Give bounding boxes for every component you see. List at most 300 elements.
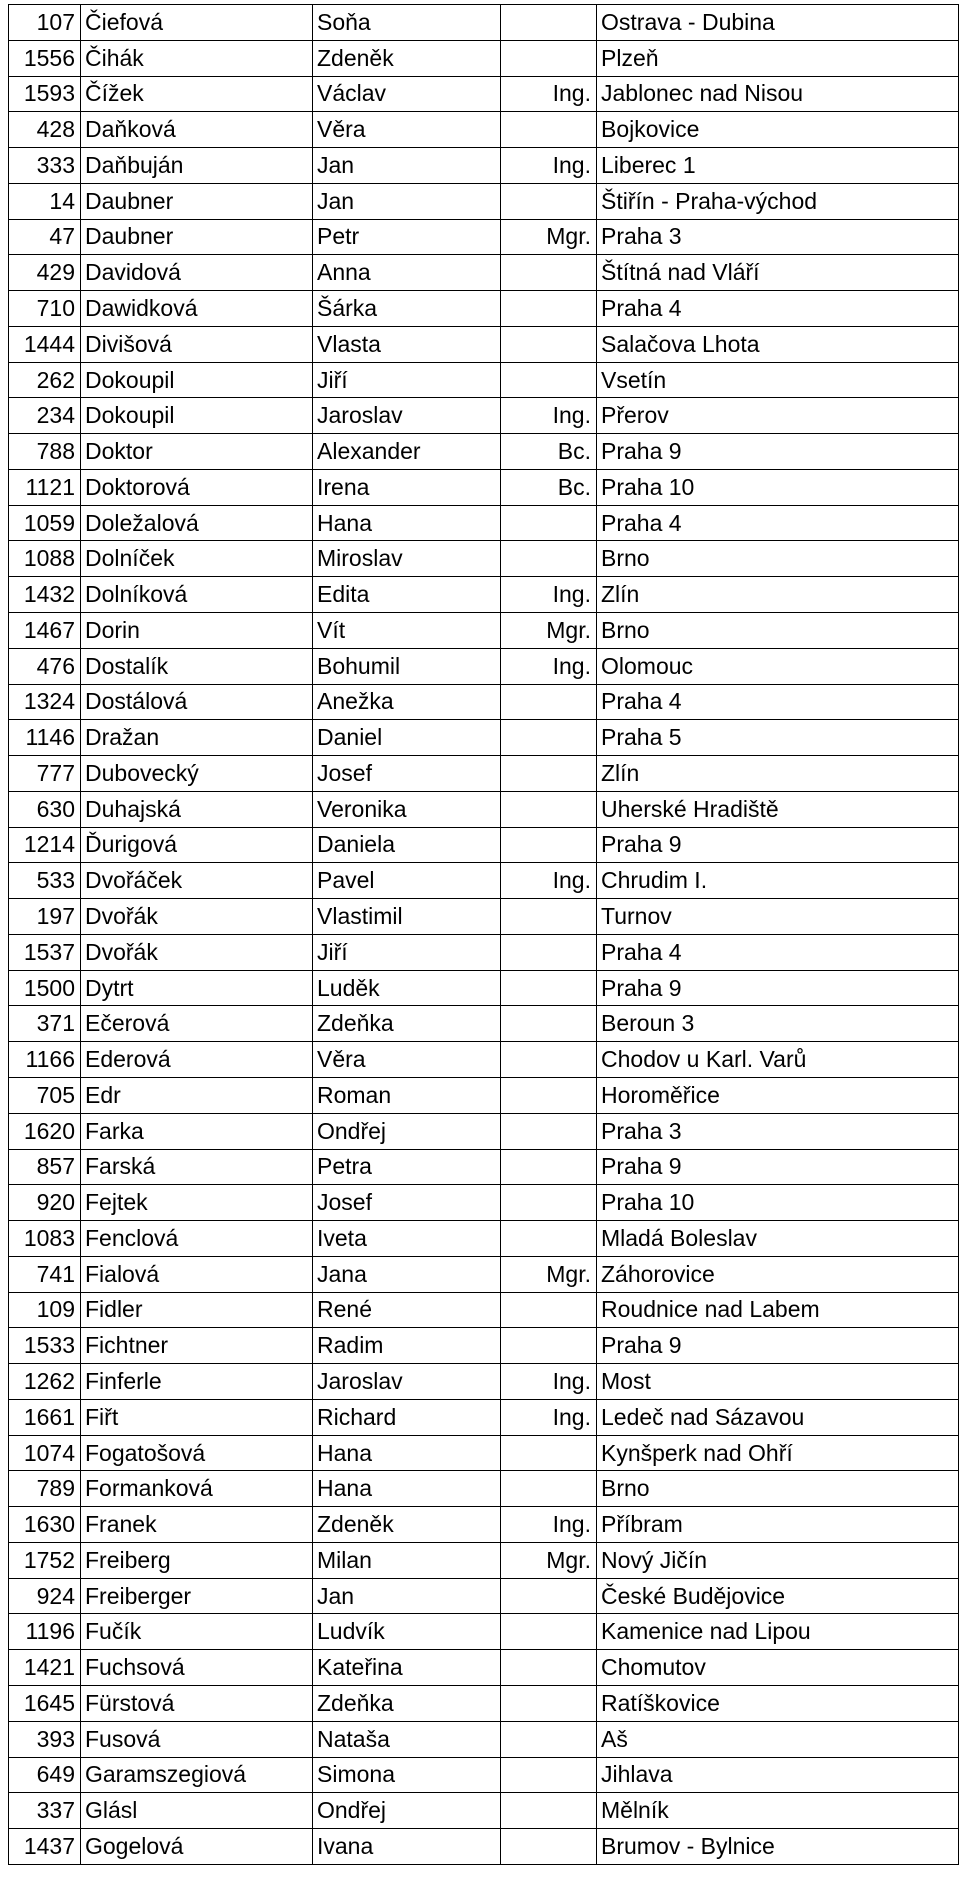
first-name-cell: Josef xyxy=(313,1185,501,1221)
surname-cell: Dolníček xyxy=(81,541,313,577)
first-name-cell: Radim xyxy=(313,1328,501,1364)
surname-cell: Daňková xyxy=(81,112,313,148)
first-name-cell: Hana xyxy=(313,505,501,541)
first-name-cell: Kateřina xyxy=(313,1650,501,1686)
title-cell: Ing. xyxy=(501,148,597,184)
city-cell: Praha 9 xyxy=(597,1328,959,1364)
city-cell: Praha 4 xyxy=(597,505,959,541)
row-number-cell: 857 xyxy=(9,1149,81,1185)
row-number-cell: 630 xyxy=(9,791,81,827)
city-cell: Mělník xyxy=(597,1793,959,1829)
title-cell xyxy=(501,899,597,935)
table-row xyxy=(9,1185,959,1221)
table-row xyxy=(9,1507,959,1543)
city-cell: Roudnice nad Labem xyxy=(597,1292,959,1328)
table-row xyxy=(9,183,959,219)
surname-cell: Daubner xyxy=(81,219,313,255)
city-cell: Plzeň xyxy=(597,40,959,76)
table-row xyxy=(9,791,959,827)
surname-cell: Formanková xyxy=(81,1471,313,1507)
surname-cell: Dubovecký xyxy=(81,756,313,792)
surname-cell: Fidler xyxy=(81,1292,313,1328)
city-cell: Jablonec nad Nisou xyxy=(597,76,959,112)
surname-cell: Dorin xyxy=(81,613,313,649)
city-cell: Mladá Boleslav xyxy=(597,1221,959,1257)
city-cell: České Budějovice xyxy=(597,1578,959,1614)
title-cell xyxy=(501,183,597,219)
row-number-cell: 14 xyxy=(9,183,81,219)
title-cell: Bc. xyxy=(501,469,597,505)
table-row xyxy=(9,1221,959,1257)
city-cell: Praha 4 xyxy=(597,684,959,720)
surname-cell: Doležalová xyxy=(81,505,313,541)
first-name-cell: Jana xyxy=(313,1256,501,1292)
first-name-cell: Vlastimil xyxy=(313,899,501,935)
title-cell xyxy=(501,1685,597,1721)
surname-cell: Dokoupil xyxy=(81,362,313,398)
table-row xyxy=(9,1149,959,1185)
table-row xyxy=(9,756,959,792)
table-row xyxy=(9,899,959,935)
row-number-cell: 428 xyxy=(9,112,81,148)
table-row xyxy=(9,5,959,41)
table-row xyxy=(9,255,959,291)
surname-cell: Ečerová xyxy=(81,1006,313,1042)
city-cell: Horoměřice xyxy=(597,1077,959,1113)
row-number-cell: 741 xyxy=(9,1256,81,1292)
surname-cell: Dostalík xyxy=(81,648,313,684)
row-number-cell: 333 xyxy=(9,148,81,184)
city-cell: Praha 9 xyxy=(597,1149,959,1185)
first-name-cell: Edita xyxy=(313,577,501,613)
row-number-cell: 476 xyxy=(9,648,81,684)
title-cell xyxy=(501,1721,597,1757)
surname-cell: Franek xyxy=(81,1507,313,1543)
first-name-cell: Luděk xyxy=(313,970,501,1006)
row-number-cell: 393 xyxy=(9,1721,81,1757)
first-name-cell: Petr xyxy=(313,219,501,255)
row-number-cell: 1324 xyxy=(9,684,81,720)
table-row xyxy=(9,1006,959,1042)
surname-cell: Fialová xyxy=(81,1256,313,1292)
city-cell: Praha 4 xyxy=(597,934,959,970)
title-cell xyxy=(501,255,597,291)
surname-cell: Edr xyxy=(81,1077,313,1113)
first-name-cell: Miroslav xyxy=(313,541,501,577)
row-number-cell: 1500 xyxy=(9,970,81,1006)
first-name-cell: Alexander xyxy=(313,434,501,470)
table-row xyxy=(9,291,959,327)
row-number-cell: 777 xyxy=(9,756,81,792)
surname-cell: Ederová xyxy=(81,1042,313,1078)
surname-cell: Dvořáček xyxy=(81,863,313,899)
first-name-cell: René xyxy=(313,1292,501,1328)
first-name-cell: Bohumil xyxy=(313,648,501,684)
surname-cell: Fichtner xyxy=(81,1328,313,1364)
city-cell: Jihlava xyxy=(597,1757,959,1793)
row-number-cell: 1146 xyxy=(9,720,81,756)
row-number-cell: 789 xyxy=(9,1471,81,1507)
table-row xyxy=(9,434,959,470)
title-cell: Mgr. xyxy=(501,613,597,649)
city-cell: Brno xyxy=(597,613,959,649)
row-number-cell: 705 xyxy=(9,1077,81,1113)
city-cell: Příbram xyxy=(597,1507,959,1543)
row-number-cell: 1661 xyxy=(9,1399,81,1435)
surname-cell: Finferle xyxy=(81,1364,313,1400)
surname-cell: Dvořák xyxy=(81,899,313,935)
row-number-cell: 337 xyxy=(9,1793,81,1829)
row-number-cell: 47 xyxy=(9,219,81,255)
title-cell: Bc. xyxy=(501,434,597,470)
table-row xyxy=(9,1077,959,1113)
city-cell: Kamenice nad Lipou xyxy=(597,1614,959,1650)
table-row xyxy=(9,505,959,541)
first-name-cell: Ondřej xyxy=(313,1113,501,1149)
city-cell: Praha 10 xyxy=(597,469,959,505)
row-number-cell: 788 xyxy=(9,434,81,470)
table-row xyxy=(9,326,959,362)
table-row xyxy=(9,1435,959,1471)
title-cell xyxy=(501,40,597,76)
table-row xyxy=(9,362,959,398)
title-cell xyxy=(501,291,597,327)
row-number-cell: 262 xyxy=(9,362,81,398)
first-name-cell: Jiří xyxy=(313,362,501,398)
surname-cell: Fiřt xyxy=(81,1399,313,1435)
title-cell xyxy=(501,112,597,148)
participant-table xyxy=(8,4,959,1865)
title-cell xyxy=(501,1221,597,1257)
table-row xyxy=(9,684,959,720)
title-cell xyxy=(501,1077,597,1113)
surname-cell: Dytrt xyxy=(81,970,313,1006)
city-cell: Praha 3 xyxy=(597,1113,959,1149)
row-number-cell: 1074 xyxy=(9,1435,81,1471)
table-row xyxy=(9,827,959,863)
table-row xyxy=(9,1364,959,1400)
first-name-cell: Jaroslav xyxy=(313,1364,501,1400)
title-cell xyxy=(501,1042,597,1078)
row-number-cell: 533 xyxy=(9,863,81,899)
title-cell xyxy=(501,541,597,577)
surname-cell: Čihák xyxy=(81,40,313,76)
city-cell: Praha 4 xyxy=(597,291,959,327)
surname-cell: Dražan xyxy=(81,720,313,756)
table-row xyxy=(9,469,959,505)
first-name-cell: Richard xyxy=(313,1399,501,1435)
row-number-cell: 1196 xyxy=(9,1614,81,1650)
table-row xyxy=(9,1113,959,1149)
table-row xyxy=(9,613,959,649)
row-number-cell: 1421 xyxy=(9,1650,81,1686)
city-cell: Chomutov xyxy=(597,1650,959,1686)
first-name-cell: Věra xyxy=(313,112,501,148)
title-cell xyxy=(501,1185,597,1221)
city-cell: Ledeč nad Sázavou xyxy=(597,1399,959,1435)
first-name-cell: Jan xyxy=(313,148,501,184)
title-cell: Ing. xyxy=(501,863,597,899)
title-cell xyxy=(501,326,597,362)
first-name-cell: Zdeněk xyxy=(313,1507,501,1543)
city-cell: Přerov xyxy=(597,398,959,434)
first-name-cell: Hana xyxy=(313,1435,501,1471)
surname-cell: Fogatošová xyxy=(81,1435,313,1471)
title-cell xyxy=(501,756,597,792)
table-row xyxy=(9,1614,959,1650)
surname-cell: Doktor xyxy=(81,434,313,470)
row-number-cell: 1620 xyxy=(9,1113,81,1149)
row-number-cell: 1752 xyxy=(9,1542,81,1578)
title-cell: Ing. xyxy=(501,648,597,684)
first-name-cell: Daniela xyxy=(313,827,501,863)
city-cell: Zlín xyxy=(597,756,959,792)
surname-cell: Fenclová xyxy=(81,1221,313,1257)
city-cell: Praha 9 xyxy=(597,827,959,863)
table-row xyxy=(9,934,959,970)
city-cell: Štiřín - Praha-východ xyxy=(597,183,959,219)
row-number-cell: 109 xyxy=(9,1292,81,1328)
row-number-cell: 924 xyxy=(9,1578,81,1614)
title-cell: Mgr. xyxy=(501,1542,597,1578)
first-name-cell: Petra xyxy=(313,1149,501,1185)
city-cell: Zlín xyxy=(597,577,959,613)
surname-cell: Ďurigová xyxy=(81,827,313,863)
surname-cell: Davidová xyxy=(81,255,313,291)
surname-cell: Fürstová xyxy=(81,1685,313,1721)
first-name-cell: Věra xyxy=(313,1042,501,1078)
surname-cell: Dawidková xyxy=(81,291,313,327)
first-name-cell: Vlasta xyxy=(313,326,501,362)
first-name-cell: Josef xyxy=(313,756,501,792)
table-row xyxy=(9,970,959,1006)
title-cell xyxy=(501,1578,597,1614)
title-cell xyxy=(501,791,597,827)
surname-cell: Fučík xyxy=(81,1614,313,1650)
city-cell: Praha 9 xyxy=(597,434,959,470)
table-row xyxy=(9,398,959,434)
row-number-cell: 1533 xyxy=(9,1328,81,1364)
city-cell: Vsetín xyxy=(597,362,959,398)
row-number-cell: 1166 xyxy=(9,1042,81,1078)
table-row xyxy=(9,1757,959,1793)
table-row xyxy=(9,219,959,255)
surname-cell: Daňbuján xyxy=(81,148,313,184)
row-number-cell: 1083 xyxy=(9,1221,81,1257)
surname-cell: Dolníková xyxy=(81,577,313,613)
city-cell: Brno xyxy=(597,541,959,577)
city-cell: Bojkovice xyxy=(597,112,959,148)
table-row xyxy=(9,1721,959,1757)
first-name-cell: Zdeňka xyxy=(313,1006,501,1042)
city-cell: Chodov u Karl. Varů xyxy=(597,1042,959,1078)
city-cell: Liberec 1 xyxy=(597,148,959,184)
row-number-cell: 1556 xyxy=(9,40,81,76)
city-cell: Aš xyxy=(597,1721,959,1757)
first-name-cell: Anežka xyxy=(313,684,501,720)
row-number-cell: 1437 xyxy=(9,1829,81,1865)
first-name-cell: Zdeňka xyxy=(313,1685,501,1721)
title-cell xyxy=(501,1328,597,1364)
table-row xyxy=(9,148,959,184)
title-cell: Mgr. xyxy=(501,1256,597,1292)
title-cell: Ing. xyxy=(501,1399,597,1435)
row-number-cell: 1262 xyxy=(9,1364,81,1400)
row-number-cell: 234 xyxy=(9,398,81,434)
first-name-cell: Simona xyxy=(313,1757,501,1793)
row-number-cell: 107 xyxy=(9,5,81,41)
row-number-cell: 1059 xyxy=(9,505,81,541)
table-row xyxy=(9,1542,959,1578)
title-cell xyxy=(501,1113,597,1149)
title-cell xyxy=(501,934,597,970)
table-row xyxy=(9,40,959,76)
row-number-cell: 649 xyxy=(9,1757,81,1793)
title-cell: Ing. xyxy=(501,76,597,112)
surname-cell: Farka xyxy=(81,1113,313,1149)
surname-cell: Fejtek xyxy=(81,1185,313,1221)
row-number-cell: 429 xyxy=(9,255,81,291)
table-row xyxy=(9,1292,959,1328)
city-cell: Uherské Hradiště xyxy=(597,791,959,827)
table-row xyxy=(9,1578,959,1614)
city-cell: Kynšperk nad Ohří xyxy=(597,1435,959,1471)
first-name-cell: Veronika xyxy=(313,791,501,827)
first-name-cell: Zdeněk xyxy=(313,40,501,76)
first-name-cell: Jiří xyxy=(313,934,501,970)
city-cell: Beroun 3 xyxy=(597,1006,959,1042)
first-name-cell: Iveta xyxy=(313,1221,501,1257)
title-cell: Mgr. xyxy=(501,219,597,255)
city-cell: Salačova Lhota xyxy=(597,326,959,362)
row-number-cell: 1121 xyxy=(9,469,81,505)
row-number-cell: 1088 xyxy=(9,541,81,577)
table-row xyxy=(9,1328,959,1364)
table-row xyxy=(9,1042,959,1078)
table-row xyxy=(9,1829,959,1865)
table-row xyxy=(9,648,959,684)
row-number-cell: 1432 xyxy=(9,577,81,613)
surname-cell: Freiberger xyxy=(81,1578,313,1614)
first-name-cell: Pavel xyxy=(313,863,501,899)
first-name-cell: Daniel xyxy=(313,720,501,756)
table-row xyxy=(9,541,959,577)
surname-cell: Dokoupil xyxy=(81,398,313,434)
city-cell: Turnov xyxy=(597,899,959,935)
first-name-cell: Jan xyxy=(313,1578,501,1614)
surname-cell: Dostálová xyxy=(81,684,313,720)
table-row xyxy=(9,1685,959,1721)
table-row xyxy=(9,1256,959,1292)
title-cell xyxy=(501,5,597,41)
row-number-cell: 1467 xyxy=(9,613,81,649)
city-cell: Praha 10 xyxy=(597,1185,959,1221)
city-cell: Brno xyxy=(597,1471,959,1507)
table-row xyxy=(9,720,959,756)
first-name-cell: Ludvík xyxy=(313,1614,501,1650)
title-cell: Ing. xyxy=(501,1507,597,1543)
row-number-cell: 1645 xyxy=(9,1685,81,1721)
city-cell: Štítná nad Vláří xyxy=(597,255,959,291)
first-name-cell: Roman xyxy=(313,1077,501,1113)
city-cell: Chrudim I. xyxy=(597,863,959,899)
surname-cell: Glásl xyxy=(81,1793,313,1829)
surname-cell: Fuchsová xyxy=(81,1650,313,1686)
surname-cell: Divišová xyxy=(81,326,313,362)
city-cell: Most xyxy=(597,1364,959,1400)
title-cell xyxy=(501,1793,597,1829)
title-cell xyxy=(501,970,597,1006)
first-name-cell: Ivana xyxy=(313,1829,501,1865)
surname-cell: Čížek xyxy=(81,76,313,112)
row-number-cell: 920 xyxy=(9,1185,81,1221)
first-name-cell: Irena xyxy=(313,469,501,505)
title-cell xyxy=(501,684,597,720)
surname-cell: Farská xyxy=(81,1149,313,1185)
table-row xyxy=(9,1793,959,1829)
first-name-cell: Ondřej xyxy=(313,1793,501,1829)
surname-cell: Gogelová xyxy=(81,1829,313,1865)
first-name-cell: Jan xyxy=(313,183,501,219)
row-number-cell: 1630 xyxy=(9,1507,81,1543)
table-row xyxy=(9,1399,959,1435)
surname-cell: Čiefová xyxy=(81,5,313,41)
table-row xyxy=(9,1650,959,1686)
table-row xyxy=(9,863,959,899)
table-row xyxy=(9,1471,959,1507)
surname-cell: Daubner xyxy=(81,183,313,219)
city-cell: Ratíškovice xyxy=(597,1685,959,1721)
row-number-cell: 1593 xyxy=(9,76,81,112)
city-cell: Praha 3 xyxy=(597,219,959,255)
surname-cell: Duhajská xyxy=(81,791,313,827)
first-name-cell: Soňa xyxy=(313,5,501,41)
title-cell: Ing. xyxy=(501,577,597,613)
title-cell xyxy=(501,1292,597,1328)
title-cell xyxy=(501,1435,597,1471)
title-cell xyxy=(501,1757,597,1793)
first-name-cell: Vít xyxy=(313,613,501,649)
title-cell xyxy=(501,362,597,398)
first-name-cell: Nataša xyxy=(313,1721,501,1757)
table-row xyxy=(9,76,959,112)
city-cell: Záhorovice xyxy=(597,1256,959,1292)
table-body xyxy=(9,5,959,1865)
title-cell xyxy=(501,1614,597,1650)
title-cell xyxy=(501,1149,597,1185)
table-row xyxy=(9,577,959,613)
surname-cell: Freiberg xyxy=(81,1542,313,1578)
title-cell xyxy=(501,1650,597,1686)
first-name-cell: Hana xyxy=(313,1471,501,1507)
row-number-cell: 371 xyxy=(9,1006,81,1042)
title-cell xyxy=(501,827,597,863)
title-cell xyxy=(501,505,597,541)
surname-cell: Garamszegiová xyxy=(81,1757,313,1793)
first-name-cell: Václav xyxy=(313,76,501,112)
row-number-cell: 1214 xyxy=(9,827,81,863)
city-cell: Ostrava - Dubina xyxy=(597,5,959,41)
title-cell xyxy=(501,1471,597,1507)
title-cell xyxy=(501,1829,597,1865)
row-number-cell: 1537 xyxy=(9,934,81,970)
surname-cell: Dvořák xyxy=(81,934,313,970)
row-number-cell: 197 xyxy=(9,899,81,935)
title-cell xyxy=(501,720,597,756)
title-cell: Ing. xyxy=(501,398,597,434)
city-cell: Olomouc xyxy=(597,648,959,684)
table-row xyxy=(9,112,959,148)
